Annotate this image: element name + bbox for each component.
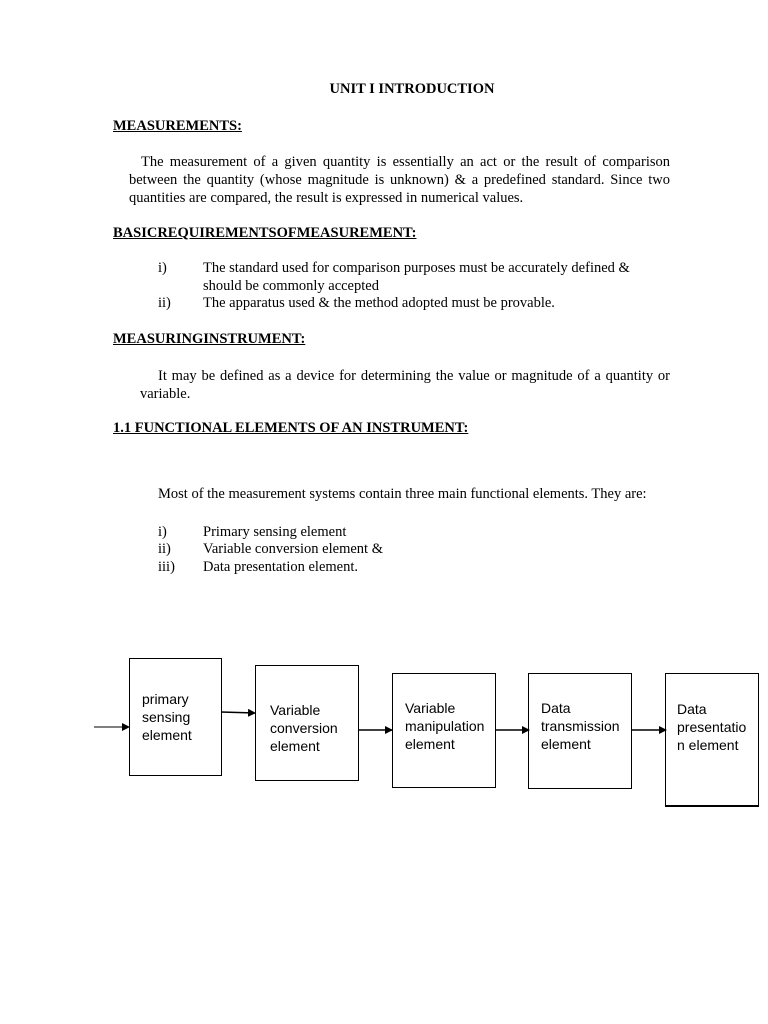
box-label: n element — [677, 737, 739, 753]
box-label: manipulation — [405, 718, 485, 734]
measurements-line-1: The measurement of a given quantity is essentially an act or the result of comparison — [141, 154, 670, 170]
functional-number: iii) — [158, 559, 175, 575]
functional-heading: 1.1 FUNCTIONAL ELEMENTS OF AN INSTRUMENT: — [113, 420, 469, 436]
box-label: element — [142, 727, 192, 743]
measurements-heading: MEASUREMENTS: — [113, 118, 242, 134]
box-label: Variable — [270, 702, 321, 718]
box-label: presentatio — [677, 719, 747, 735]
requirement-item: The apparatus used & the method adopted must be provable. — [203, 295, 555, 311]
box-label: element — [541, 736, 591, 752]
data-transmission-element-box — [528, 673, 632, 789]
box-label: element — [405, 736, 455, 752]
box-label: Variable — [405, 700, 456, 716]
requirement-number: i) — [158, 260, 167, 276]
data-presentation-element-box — [665, 673, 759, 807]
box-label: Data — [677, 701, 707, 717]
requirement-line: should be commonly accepted — [203, 277, 379, 294]
box-label: sensing — [142, 709, 191, 725]
functional-number: i) — [158, 524, 167, 540]
measurements-line-3: quantities are compared, the result is expressed in numerical values. — [129, 190, 524, 206]
instrument-line-1: It may be defined as a device for determining the value or magnitude of a quantity or — [158, 368, 670, 384]
variable-manipulation-element-box — [392, 673, 496, 788]
instrument-line-2: variable. — [140, 386, 191, 402]
functional-number: ii) — [158, 541, 171, 557]
box-label: element — [270, 738, 320, 754]
box-label: transmission — [541, 718, 620, 734]
page-title: UNIT I INTRODUCTION — [329, 81, 495, 97]
requirement-number: ii) — [158, 295, 171, 311]
variable-conversion-element-box — [255, 665, 359, 781]
box-label: conversion — [270, 720, 338, 736]
box-label: Data — [541, 700, 571, 716]
functional-item: Variable conversion element & — [203, 541, 383, 557]
instrument-heading: MEASURINGINSTRUMENT: — [113, 331, 306, 347]
functional-item: Data presentation element. — [203, 559, 359, 575]
requirement-line: The standard used for comparison purposes must be accurately defined & — [203, 260, 630, 276]
primary-sensing-element-box — [129, 658, 222, 776]
flow-arrow — [221, 712, 255, 713]
measurements-line-2: between the quantity (whose magnitude is unknown) & a predefined standard. Since two — [129, 172, 670, 188]
box-label: primary — [142, 691, 189, 707]
requirements-heading: BASICREQUIREMENTSOFMEASUREMENT: — [113, 225, 417, 241]
functional-item: Primary sensing element — [203, 524, 347, 540]
functional-intro: Most of the measurement systems contain three main functional elements. They are: — [158, 486, 647, 502]
